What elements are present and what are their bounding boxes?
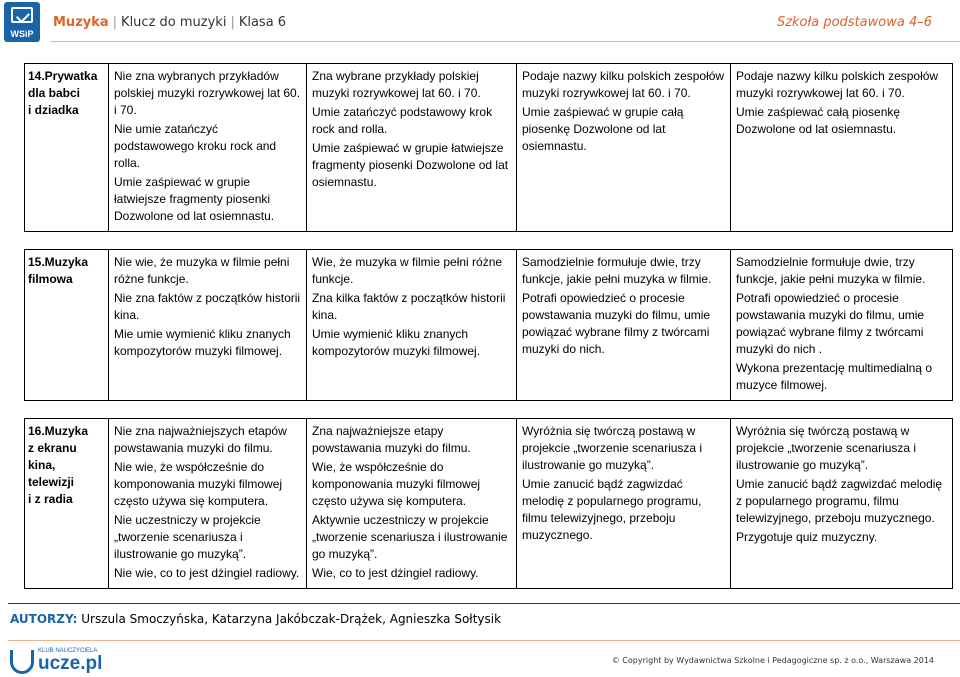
requirement-item: Wyróżnia się twórczą postawą w projekcie „tworzenie scenariusza i ilustrowanie go muzyką”.	[522, 424, 703, 472]
table-row	[25, 250, 953, 401]
topic-label-line: i z radia	[28, 492, 73, 506]
grade-cell-4	[731, 419, 953, 589]
requirement-item: Przygotuje quiz muzyczny.	[736, 530, 878, 544]
requirement-item: Nie wie, co to jest dżingiel radiowy.	[114, 566, 300, 580]
school-level: Szkoła podstawowa 4–6	[776, 15, 932, 30]
table-row	[25, 64, 953, 232]
grade-cell-1	[109, 250, 307, 401]
spacer-cell	[307, 401, 517, 419]
requirements-table	[24, 63, 953, 589]
topic-cell	[25, 250, 109, 401]
requirement-item: Umie wymienić kliku znanych kompozytorów muzyki filmowej.	[312, 327, 481, 358]
page-title: Muzyka | Klucz do muzyki | Klasa 6	[53, 15, 287, 30]
grade-cell-4	[731, 64, 953, 232]
authors-names: Urszula Smoczyńska, Katarzyna Jakóbczak-Drążek, Agnieszka Sołtysik	[81, 612, 502, 626]
header-divider	[50, 41, 960, 42]
spacer-cell	[307, 232, 517, 250]
subject: Muzyka	[53, 15, 109, 30]
topic-cell	[25, 64, 109, 232]
requirement-item: Zna wybrane przykłady polskiej muzyki rozrywkowej lat 60. i 70.	[312, 69, 481, 100]
requirement-item: Nie zna faktów z początków historii kina.	[114, 291, 301, 322]
footer-divider-bottom	[8, 640, 960, 641]
topic-label-line: 14.Prywatka	[28, 69, 98, 83]
grade: Klasa 6	[238, 15, 287, 30]
uczepl-logo	[10, 648, 102, 674]
requirement-item: Wykona prezentację multimedialną o muzyce filmowej.	[736, 361, 932, 392]
grade-cell-1	[109, 419, 307, 589]
row-spacer	[25, 401, 953, 419]
requirement-item: Mie umie wymienić kliku znanych kompozytorów muzyki filmowej.	[114, 327, 291, 358]
requirement-item: Aktywnie uczestniczy w projekcie „tworzenie scenariusza i ilustrowanie go muzyką”.	[312, 513, 508, 561]
topic-label-line: dla babci	[28, 86, 81, 100]
topic-label-line: filmowa	[28, 272, 73, 286]
spacer-cell	[517, 232, 731, 250]
requirement-item: Umie zaśpiewać w grupie całą piosenkę Dozwolone od lat osiemnastu.	[522, 105, 684, 153]
club-label: KLUB NAUCZYCIELA	[38, 648, 98, 654]
requirement-item: Nie wie, że współcześnie do komponowania muzyki filmowej często używa się komputera.	[114, 460, 283, 508]
wsip-logo	[4, 2, 40, 42]
topic-label-line: 16.Muzyka	[28, 424, 89, 438]
topic-label-line: z ekranu	[28, 441, 77, 455]
grade-cell-3	[517, 64, 731, 232]
spacer-cell	[25, 401, 109, 419]
requirement-item: Zna kilka faktów z początków historii kina.	[312, 291, 506, 322]
requirement-item: Podaje nazwy kilku polskich zespołów muzyki rozrywkowej lat 60. i 70.	[736, 69, 939, 100]
requirement-item: Potrafi opowiedzieć o procesie powstawania muzyki do filmu, umie powiązać wybrane filmy z twórcami muzyki do nich .	[736, 291, 925, 356]
grade-cell-3	[517, 419, 731, 589]
topic-label-line: 15.Muzyka	[28, 255, 89, 269]
requirement-item: Umie zaśpiewać w grupie łatwiejsze fragmenty piosenki Dozwolone od lat osiemnastu.	[312, 141, 509, 189]
topic-label-line: kina,	[28, 458, 56, 472]
requirement-item: Zna najważniejsze etapy powstawania muzyki do filmu.	[312, 424, 471, 455]
grade-cell-2	[307, 64, 517, 232]
requirement-item: Umie zatańczyć podstawowy krok rock and rolla.	[312, 105, 493, 136]
brand-name: ucze.pl	[38, 653, 103, 674]
topic-label-line: telewizji	[28, 475, 75, 489]
copyright: © Copyright by Wydawnictwa Szkolne i Pedagogiczne sp. z o.o., Warszawa 2014	[611, 656, 934, 665]
logo-text: WSiP	[10, 29, 34, 39]
grade-cell-4	[731, 250, 953, 401]
table-body	[25, 64, 953, 589]
requirement-item: Nie wie, że muzyka w filmie pełni różne funkcje.	[114, 255, 290, 286]
grade-cell-3	[517, 250, 731, 401]
requirement-item: Samodzielnie formułuje dwie, trzy funkcje, jakie pełni muzyka w filmie.	[522, 255, 712, 286]
spacer-cell	[25, 232, 109, 250]
requirement-item: Nie umie zatańczyć podstawowego kroku rock and rolla.	[114, 122, 277, 170]
spacer-cell	[109, 401, 307, 419]
requirement-item: Umie zanucić bądź zagwizdać melodię z popularnego programu, filmu telewizyjnego, przeboju muzycznego.	[522, 477, 702, 542]
requirement-item: Umie zaśpiewać w grupie łatwiejsze fragmenty piosenki Dozwolone od lat osiemnastu.	[114, 175, 275, 223]
footer-divider	[8, 603, 960, 604]
spacer-cell	[731, 401, 953, 419]
requirement-item: Nie zna najważniejszych etapów powstawania muzyki do filmu.	[114, 424, 287, 455]
authors-label: AUTORZY:	[10, 612, 78, 626]
requirement-item: Umie zaśpiewać całą piosenkę Dozwolone od lat osiemnastu.	[736, 105, 901, 136]
row-spacer	[25, 232, 953, 250]
check-icon	[11, 7, 33, 23]
requirement-item: Wie, co to jest dżingiel radiowy.	[312, 566, 479, 580]
authors-line	[10, 612, 501, 626]
requirement-item: Nie uczestniczy w projekcie „tworzenie scenariusza i ilustrowanie go muzyką”.	[114, 513, 261, 561]
table-row	[25, 419, 953, 589]
spacer-cell	[517, 401, 731, 419]
grade-cell-1	[109, 64, 307, 232]
requirement-item: Podaje nazwy kilku polskich zespołów muzyki rozrywkowej lat 60. i 70.	[522, 69, 725, 100]
series: Klucz do muzyki	[121, 15, 227, 30]
spacer-cell	[731, 232, 953, 250]
requirement-item: Nie zna wybranych przykładów polskiej muzyki rozrywkowej lat 60. i 70.	[114, 69, 301, 117]
u-icon	[10, 650, 34, 674]
topic-cell	[25, 419, 109, 589]
topic-label-line: i dziadka	[28, 103, 79, 117]
grade-cell-2	[307, 250, 517, 401]
requirement-item: Wie, że współcześnie do komponowania muzyki filmowej często używa się komputera.	[312, 460, 481, 508]
grade-cell-2	[307, 419, 517, 589]
requirement-item: Wyróżnia się twórczą postawą w projekcie „tworzenie scenariusza i ilustrowanie go muzyką”.	[736, 424, 917, 472]
requirement-item: Samodzielnie formułuje dwie, trzy funkcje, jakie pełni muzyka w filmie.	[736, 255, 926, 286]
requirement-item: Wie, że muzyka w filmie pełni różne funkcje.	[312, 255, 503, 286]
spacer-cell	[109, 232, 307, 250]
requirement-item: Umie zanucić bądź zagwizdać melodię z popularnego programu, filmu telewizyjnego, przeboju muzycznego.	[736, 477, 943, 525]
requirement-item: Potrafi opowiedzieć o procesie powstawania muzyki do filmu, umie powiązać wybrane filmy z twórcami muzyki do nich.	[522, 291, 711, 356]
